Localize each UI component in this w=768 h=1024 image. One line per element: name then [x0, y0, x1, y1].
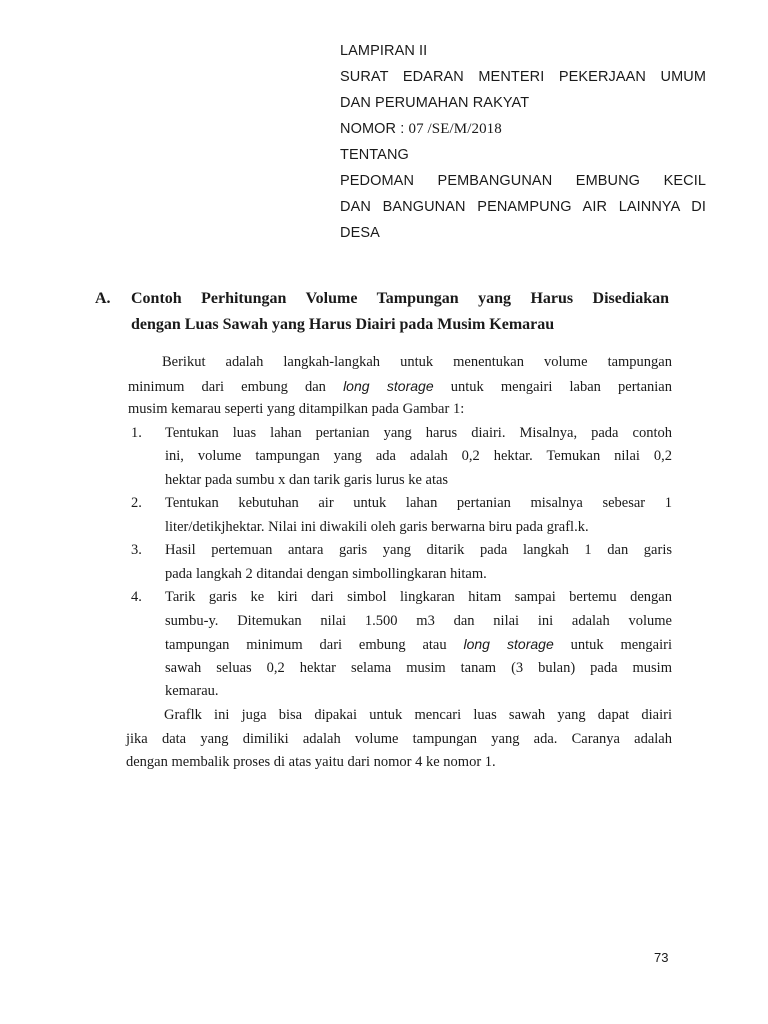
step-text: liter/detikjhektar. Nilai ini diwakili oleh garis berwarna biru pada grafl.k. — [165, 518, 589, 535]
intro-text: minimum dari embung dan — [128, 378, 344, 395]
tentang-label: TENTANG — [340, 147, 409, 163]
step-text: untuk mengairi — [553, 637, 672, 653]
list-item-continuation — [128, 610, 672, 634]
list-item-continuation — [128, 680, 672, 704]
intro-text: untuk mengairi laban pertanian — [433, 378, 672, 395]
step-number: 1. — [131, 424, 142, 441]
closing-line-3: dengan membalik proses di atas yaitu dari nomor 4 ke nomor 1. — [126, 754, 496, 770]
step-text: kemarau. — [165, 683, 219, 699]
step-number: 4. — [131, 589, 142, 605]
page-number: 73 — [654, 950, 669, 965]
nomor-value: 07 /SE/M/2018 — [408, 121, 502, 137]
surat-line-1: SURAT EDARAN MENTERI PEKERJAAN UMUM — [340, 69, 706, 85]
surat-line-2: DAN PERUMAHAN RAKYAT — [340, 95, 530, 111]
step-text: hektar pada sumbu x dan tarik garis lurus ke atas — [165, 471, 449, 488]
intro-line-3: musim kemarau seperti yang ditampilkan pada Gambar 1: — [128, 401, 465, 417]
step-text: sawah seluas 0,2 hektar selama musim tanam (3 bulan) pada musim — [165, 659, 672, 676]
body-text — [128, 351, 672, 704]
nomor-label: NOMOR : — [340, 121, 409, 137]
step-text: Hasil pertemuan antara garis yang ditarik pada langkah 1 dan garis — [165, 542, 672, 558]
step-text-with-emphasis — [165, 633, 672, 658]
nomor-line — [340, 116, 706, 142]
list-item — [128, 492, 672, 516]
step-text: ini, volume tampungan yang ada adalah 0,2 hektar. Temukan nilai 0,2 — [165, 448, 672, 464]
section-title-line-2: dengan Luas Sawah yang Harus Diairi pada Musim Kemarau — [131, 316, 555, 333]
list-item-continuation — [128, 516, 672, 540]
closing-line-1: Graflk ini juga bisa dipakai untuk mencari luas sawah yang dapat diairi — [164, 707, 672, 723]
closing-line-2: jika data yang dimiliki adalah volume tampungan yang ada. Caranya adalah — [126, 730, 672, 747]
list-item-continuation — [128, 657, 672, 681]
section-title-line-1: Contoh Perhitungan Volume Tampungan yang Harus Disediakan — [131, 290, 669, 307]
step-text: tampungan minimum dari embung atau — [165, 637, 464, 653]
list-item-continuation — [128, 469, 672, 493]
step-number: 3. — [131, 542, 142, 558]
list-item — [128, 422, 672, 446]
step-number: 2. — [131, 495, 142, 511]
list-item-continuation — [128, 633, 672, 657]
attachment-header — [340, 38, 706, 246]
emphasis-long-storage: long storage — [463, 636, 554, 652]
step-text: sumbu-y. Ditemukan nilai 1.500 m3 dan nilai ini adalah volume — [165, 612, 672, 629]
list-item-continuation — [128, 563, 672, 587]
section-letter: A. — [95, 290, 111, 307]
list-item — [128, 586, 672, 610]
pedoman-line-3: DESA — [340, 225, 380, 241]
intro-line-1: Berikut adalah langkah-langkah untuk menentukan volume tampungan — [162, 354, 672, 370]
step-text: Tentukan kebutuhan air untuk lahan pertanian misalnya sebesar 1 — [165, 495, 672, 511]
pedoman-line-2: DAN BANGUNAN PENAMPUNG AIR LAINNYA DI — [340, 199, 706, 215]
pedoman-line-1: PEDOMAN PEMBANGUNAN EMBUNG KECIL — [340, 173, 706, 189]
step-text: pada langkah 2 ditandai dengan simbollingkaran hitam. — [165, 565, 487, 582]
emphasis-long-storage: long storage — [343, 377, 434, 394]
step-text: Tentukan luas lahan pertanian yang harus diairi. Misalnya, pada contoh — [165, 424, 672, 441]
list-item-continuation — [128, 445, 672, 469]
step-text: Tarik garis ke kiri dari simbol lingkaran hitam sampai bertemu dengan — [165, 589, 672, 605]
lampiran-label: LAMPIRAN II — [340, 43, 428, 59]
closing-paragraph — [126, 704, 672, 775]
list-item — [128, 539, 672, 563]
intro-line-2 — [128, 375, 672, 399]
